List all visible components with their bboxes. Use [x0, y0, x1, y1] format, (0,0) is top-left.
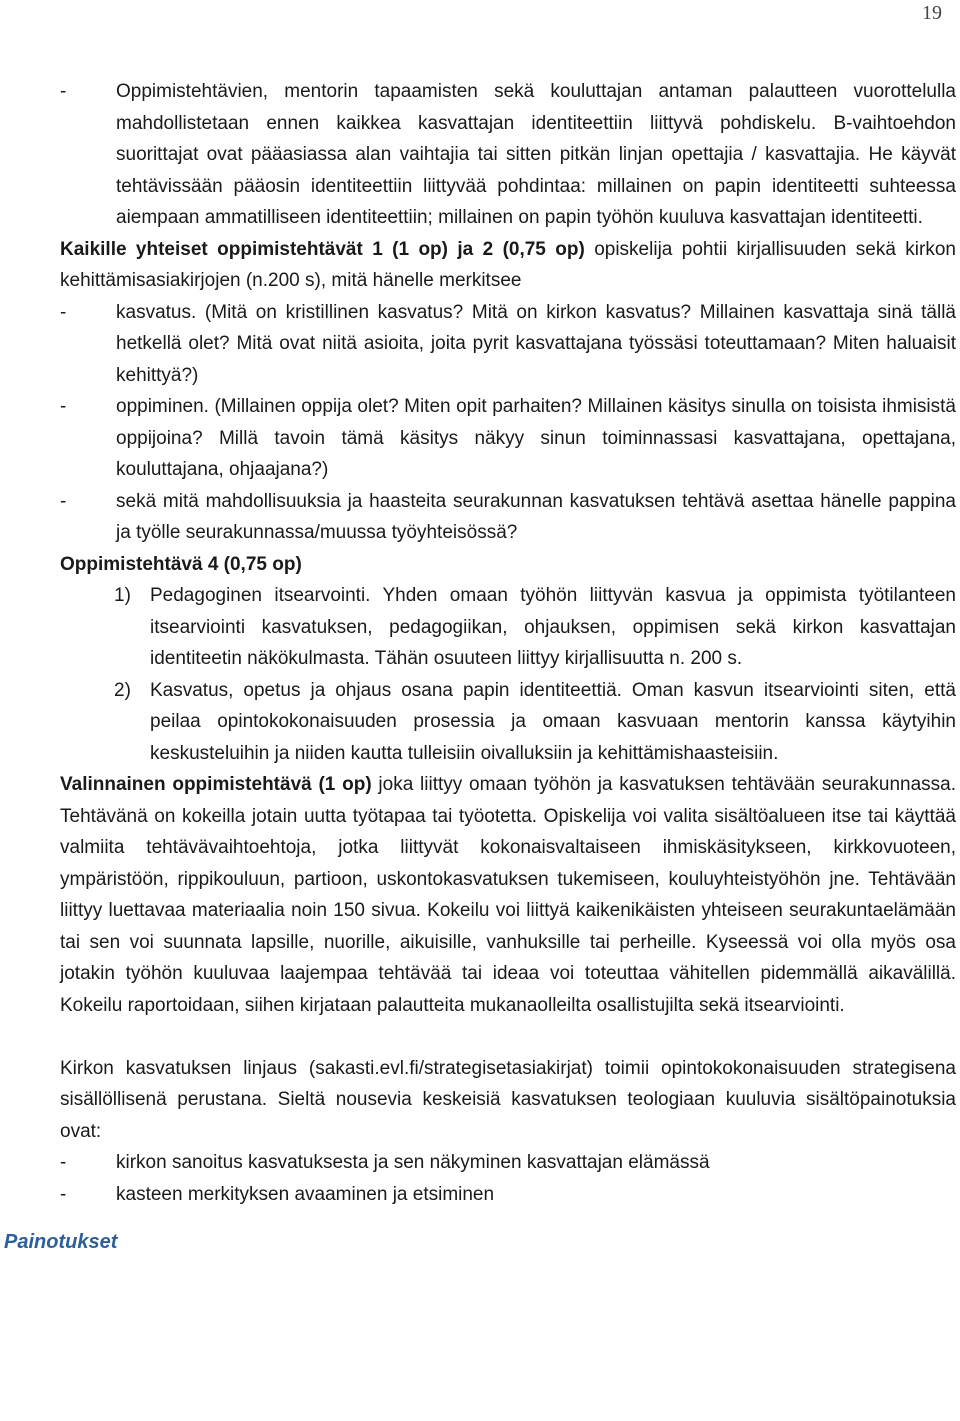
- bullet-dash: -: [60, 301, 67, 323]
- list-item: [60, 391, 956, 486]
- list-item-text: oppiminen. (Millainen oppija olet? Miten opit parhaiten? Millainen käsitys sinulla on toisista ihmisistä oppijoina? Millä tavoin tämä käsitys näkyy sinun toiminnassasi kasvattajana, opettajana, kouluttajana, ohjaajana?): [116, 396, 956, 480]
- heading-spacer: [60, 1021, 956, 1053]
- numbered-item: [60, 580, 956, 675]
- optional-task-paragraph: [60, 769, 956, 1021]
- common-tasks-text: opiskelija pohtii kirjallisuuden sekä kirkon kehittämisasiakirjojen (n.200 s), mitä hänelle merkitsee: [60, 238, 956, 291]
- bullet-dash: -: [60, 396, 67, 417]
- page-number: 19: [922, 2, 942, 24]
- list-item-text: kasvatus. (Mitä on kristillinen kasvatus? Mitä on kirkon kasvatus? Millainen kasvattaja sinä tällä hetkellä olet? Mitä ovat niitä asioita, joita pyrit kasvattajana työssäsi toteuttamaan? Miten haluaisit kehittyä?): [116, 301, 956, 386]
- bullet-dash: -: [60, 81, 67, 102]
- list-item: [60, 76, 956, 234]
- section-heading-painotukset: Painotukset: [4, 1231, 118, 1253]
- optional-task-text: joka liittyy omaan työhön ja kasvatuksen tehtävään seurakunnassa. Tehtävänä on kokeilla jotain uutta työtapaa tai työotetta. Opiskelija voi valita sisältöalueen itse tai käyttää valmiita tehtävävaihtoehtoja, jotka liittyvät kokonaisvaltaiseen ihmiskäsitykseen, kirkkovuoteen, ympäristöön, rippikouluun, partioon, uskontokasvatuksen tukemiseen, kouluyhteistyöhön jne. Tehtävään liittyy luettavaa materiaalia noin 150 sivua. Kokeilu voi liittyä kaikenikäisten yhteiseen seurakuntaelämään tai sen voi suunnata lapsille, nuorille, aikuisille, vanhuksille tai perheille. Kyseessä voi olla myös osa jotakin työhön kuuluvaa laajempaa tehtävää tai ideaa voi toteuttaa vähitellen pidemmällä aikavälillä. Kokeilu raportoidaan, siihen kirjataan palautteita mukanaolleilta osallistujilta sekä itsearviointi.: [60, 774, 956, 1016]
- bullet-dash: -: [60, 1152, 67, 1173]
- list-item: [60, 486, 956, 549]
- list-item: [60, 1147, 956, 1179]
- list-item-text: sekä mitä mahdollisuuksia ja haasteita seurakunnan kasvatuksen tehtävä asettaa hänelle pappina ja työlle seurakunnassa/muussa työyhteisössä?: [116, 490, 956, 543]
- emphases-paragraph: Kirkon kasvatuksen linjaus (sakasti.evl.fi/strategisetasiakirjat) toimii opintokokonaisuuden strategisena sisällöllisenä perustana. Sieltä nousevia keskeisiä kasvatuksen teologiaan kuuluvia sisältöpainotuksia ovat:: [60, 1057, 956, 1142]
- common-tasks-paragraph: [60, 234, 956, 297]
- bullet-dash: -: [60, 1183, 67, 1205]
- list-item-text: kirkon sanoitus kasvatuksesta ja sen näkyminen kasvattajan elämässä: [116, 1152, 710, 1173]
- item-number: 2): [114, 679, 131, 701]
- numbered-item: [60, 675, 956, 770]
- numbered-item-text: Kasvatus, opetus ja ohjaus osana papin identiteettiä. Oman kasvun itsearviointi siten, että peilaa opintokokonaisuuden prosessia ja omaan kasvuaan mentorin kanssa käytyihin keskusteluihin ja niiden kautta tulleisiin oivalluksiin ja kehittämishaasteisiin.: [150, 679, 956, 764]
- document-body: [60, 76, 956, 1210]
- numbered-item-text: Pedagoginen itsearvointi. Yhden omaan työhön liittyvän kasvua ja oppimista työtilanteen itsearviointi kasvatuksen, pedagogiikan, ohjauksen, oppimisen sekä kirkon kasvattajan identiteetin näkökulmasta. Tähän osuuteen liittyy kirjallisuutta n. 200 s.: [150, 585, 956, 669]
- list-item-text: kasteen merkityksen avaaminen ja etsiminen: [116, 1183, 495, 1205]
- list-item: [60, 297, 956, 392]
- bullet-dash: -: [60, 490, 67, 512]
- list-item-text: Oppimistehtävien, mentorin tapaamisten sekä kouluttajan antaman palautteen vuorottelulla mahdollistetaan ennen kaikkea kasvattajan identiteettiin liittyvä pohdiskelu. B-vaihtoehdon suorittajat ovat pääasiassa alan vaihtajia tai sitten pitkän linjan opettajia / kasvattajia. He käyvät tehtävissään pääosin identiteettiin liittyvää pohdintaa: millainen on papin identiteetti suhteessa aiempaan ammatilliseen identiteettiin; millainen on papin työhön kuuluva kasvattajan identiteetti.: [116, 81, 956, 228]
- list-item: [60, 1179, 956, 1211]
- optional-task-intro: Valinnainen oppimistehtävä (1 op): [60, 774, 372, 795]
- common-tasks-intro: Kaikille yhteiset oppimistehtävät 1 (1 op) ja 2 (0,75 op): [60, 238, 585, 260]
- item-number: 1): [114, 585, 131, 606]
- task4-heading: Oppimistehtävä 4 (0,75 op): [60, 553, 302, 575]
